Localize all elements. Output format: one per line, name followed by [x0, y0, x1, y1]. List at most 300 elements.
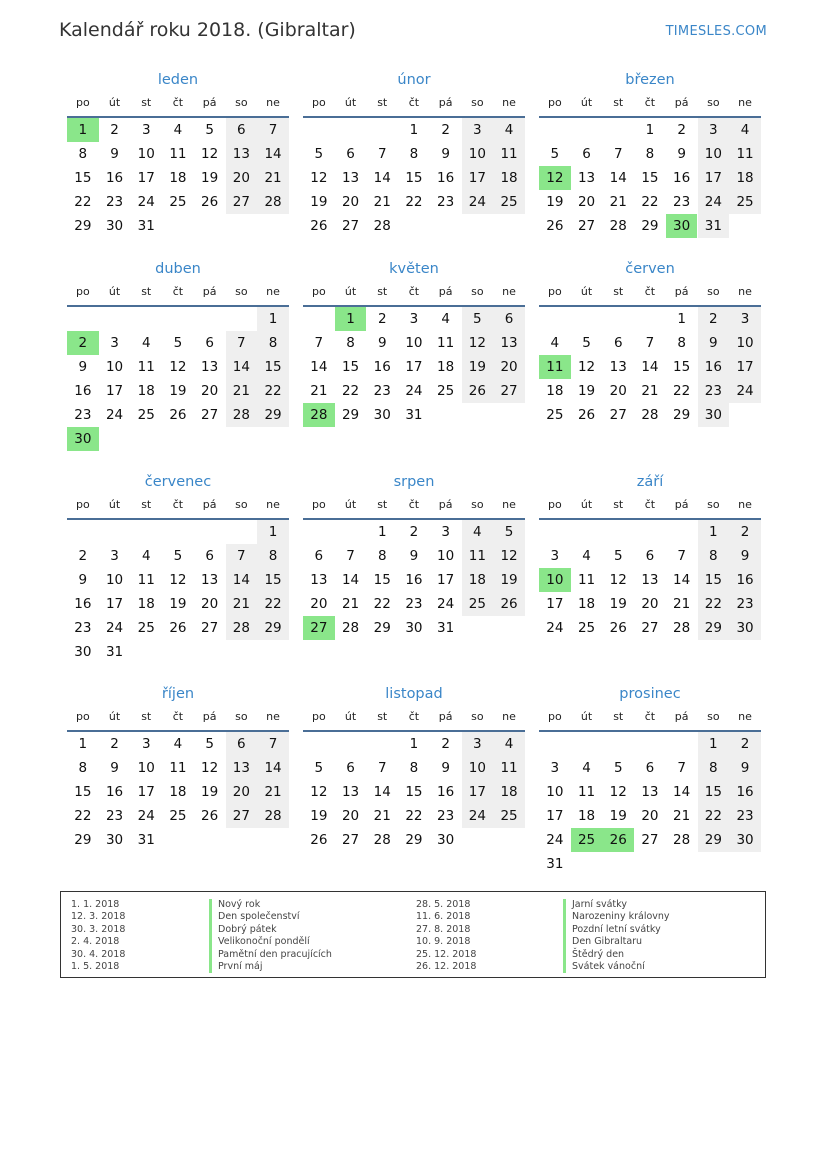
day-cell: 21 [341, 596, 360, 612]
day-cell: 10 [105, 359, 124, 375]
day-cell: 10 [137, 760, 155, 776]
day-cell: 6 [205, 335, 214, 351]
day-cell: 14 [373, 784, 391, 800]
day-cell: 18 [462, 568, 494, 592]
day-cell: 27 [201, 407, 219, 423]
day-cell: 28 [609, 218, 627, 234]
day-cell: 19 [546, 194, 564, 210]
day-cell: 31 [105, 644, 124, 660]
day-cell: 30 [405, 620, 423, 636]
day-cell: 29 [74, 218, 92, 234]
month-červenec [67, 474, 289, 664]
day-cell: 6 [613, 335, 623, 351]
weekday-label: po [311, 498, 326, 511]
weekday-label: út [344, 498, 357, 511]
day-cell: 27 [226, 190, 258, 214]
day-cell: 6 [582, 146, 591, 162]
weekday-label: st [141, 96, 152, 109]
day-cell: 28 [257, 190, 289, 214]
weekday-label: út [344, 285, 357, 298]
legend-date: 1. 5. 2018 [71, 960, 120, 972]
month-name: listopad [385, 686, 443, 702]
day-cell: 23 [437, 194, 455, 210]
weekday-label: út [580, 96, 593, 109]
day-cell: 16 [74, 596, 92, 612]
weekday-label: po [547, 96, 562, 109]
weekday-label: so [471, 710, 484, 723]
day-cell: 17 [729, 355, 761, 379]
legend-holiday-name: Den společenství [209, 911, 332, 923]
day-cell: 15 [74, 170, 92, 186]
day-cell: 16 [729, 568, 761, 592]
day-cell: 5 [205, 736, 214, 752]
day-cell: 26 [462, 379, 494, 403]
day-cell: 11 [493, 756, 525, 780]
day-cell: 25 [137, 407, 155, 423]
day-cell: 15 [698, 568, 730, 592]
weekday-label: so [707, 285, 720, 298]
day-cell: 13 [493, 331, 525, 355]
day-cell: 1 [698, 732, 730, 756]
day-cell: 9 [441, 760, 450, 776]
weekday-label: čt [408, 285, 420, 298]
weekday-label: ne [738, 710, 752, 723]
day-cell: 30 [729, 616, 761, 640]
weekday-label: ne [502, 96, 516, 109]
weekday-header [303, 710, 525, 726]
day-cell: 21 [226, 379, 258, 403]
holiday-day-cell: 2 [67, 331, 99, 355]
day-cell: 20 [341, 808, 360, 824]
day-cell: 2 [441, 736, 450, 752]
day-cell: 26 [169, 407, 187, 423]
day-cell: 3 [141, 122, 151, 138]
day-cell: 22 [405, 194, 423, 210]
day-cell: 31 [437, 620, 455, 636]
day-cell: 1 [698, 520, 730, 544]
day-cell: 30 [373, 407, 391, 423]
weekday-label: út [344, 96, 357, 109]
day-cell: 12 [169, 359, 187, 375]
weekday-label: st [377, 498, 388, 511]
weekday-label: so [707, 96, 720, 109]
weekday-label: ne [266, 710, 280, 723]
month-srpen [303, 474, 525, 664]
day-cell: 14 [257, 142, 289, 166]
day-cell: 16 [105, 784, 124, 800]
day-cell: 24 [137, 808, 155, 824]
day-cell: 10 [405, 335, 423, 351]
day-cell: 9 [377, 335, 387, 351]
month-name: září [636, 474, 664, 490]
day-cell: 30 [698, 403, 730, 427]
weekday-label: pá [202, 710, 217, 723]
day-cell: 4 [582, 760, 591, 776]
day-cell: 1 [257, 307, 289, 331]
day-cell: 15 [698, 780, 730, 804]
day-cell: 17 [105, 596, 124, 612]
weekday-label: út [344, 710, 357, 723]
month-prosinec [539, 686, 761, 876]
weekday-label: st [141, 710, 152, 723]
weekday-label: so [471, 498, 484, 511]
day-cell: 24 [105, 620, 124, 636]
day-cell: 11 [729, 142, 761, 166]
weekday-label: út [108, 498, 121, 511]
day-cell: 1 [409, 736, 419, 752]
day-cell: 10 [462, 756, 494, 780]
day-cell: 19 [201, 170, 219, 186]
day-cell: 17 [105, 383, 124, 399]
weekday-label: čt [408, 96, 420, 109]
day-cell: 3 [550, 760, 560, 776]
day-cell: 1 [409, 122, 419, 138]
holiday-day-cell: 28 [303, 403, 335, 427]
day-cell: 12 [201, 146, 219, 162]
day-cell: 18 [493, 780, 525, 804]
weekday-label: ne [502, 710, 516, 723]
day-cell: 18 [493, 166, 525, 190]
day-cell: 11 [437, 335, 455, 351]
legend-date: 27. 8. 2018 [416, 923, 471, 935]
day-cell: 5 [613, 760, 623, 776]
month-name: říjen [161, 686, 195, 702]
day-cell: 26 [201, 194, 219, 210]
day-cell: 24 [729, 379, 761, 403]
day-cell: 24 [105, 407, 124, 423]
day-cell: 19 [493, 568, 525, 592]
day-cell: 18 [546, 383, 564, 399]
day-cell: 12 [493, 544, 525, 568]
day-cell: 27 [609, 407, 627, 423]
day-cell: 15 [373, 572, 391, 588]
day-cell: 17 [462, 166, 494, 190]
legend-holiday-name: Štědrý den [563, 949, 670, 961]
day-cell: 18 [169, 784, 187, 800]
day-cell: 21 [226, 592, 258, 616]
day-cell: 21 [310, 383, 328, 399]
day-cell: 1 [257, 520, 289, 544]
day-cell: 29 [257, 616, 289, 640]
day-cell: 11 [577, 784, 596, 800]
weekday-label: út [580, 285, 593, 298]
day-cell: 22 [698, 592, 730, 616]
day-cell: 21 [641, 383, 659, 399]
day-cell: 27 [641, 832, 659, 848]
day-cell: 21 [257, 780, 289, 804]
day-cell: 18 [169, 170, 187, 186]
day-cell: 20 [641, 596, 659, 612]
day-cell: 21 [673, 596, 691, 612]
legend-holiday-name: Den Gibraltaru [563, 936, 670, 948]
month-březen [539, 72, 761, 262]
day-cell: 7 [377, 760, 387, 776]
day-cell: 23 [673, 194, 691, 210]
day-cell: 4 [462, 520, 494, 544]
weekday-label: ne [502, 498, 516, 511]
legend-holiday-name: Nový rok [209, 899, 332, 911]
day-cell: 1 [78, 736, 88, 752]
day-cell: 22 [641, 194, 659, 210]
day-cell: 13 [641, 572, 659, 588]
day-cell: 29 [405, 832, 423, 848]
holiday-day-cell: 26 [602, 828, 634, 852]
day-cell: 12 [577, 359, 596, 375]
day-cell: 7 [314, 335, 324, 351]
day-cell: 24 [546, 620, 564, 636]
holiday-legend [60, 891, 766, 978]
day-cell: 14 [226, 355, 258, 379]
day-cell: 27 [341, 218, 360, 234]
day-cell: 22 [257, 379, 289, 403]
weekday-header [303, 285, 525, 301]
day-cell: 14 [641, 359, 659, 375]
day-cell: 2 [110, 122, 119, 138]
day-cell: 31 [698, 214, 730, 238]
day-cell: 16 [74, 383, 92, 399]
day-cell: 6 [493, 307, 525, 331]
day-cell: 7 [677, 548, 686, 564]
holiday-day-cell: 30 [666, 214, 698, 238]
day-cell: 19 [609, 808, 627, 824]
day-cell: 17 [546, 596, 564, 612]
day-cell: 17 [405, 359, 423, 375]
day-cell: 15 [405, 784, 423, 800]
day-cell: 18 [577, 596, 596, 612]
day-cell: 8 [409, 146, 419, 162]
weekday-label: st [613, 96, 624, 109]
weekday-label: út [108, 285, 121, 298]
legend-date: 28. 5. 2018 [416, 899, 471, 910]
day-cell: 9 [441, 146, 450, 162]
day-cell: 13 [226, 142, 258, 166]
day-cell: 29 [341, 407, 360, 423]
day-cell: 18 [729, 166, 761, 190]
day-cell: 11 [169, 760, 187, 776]
weekday-label: čt [172, 96, 184, 109]
day-cell: 11 [137, 572, 155, 588]
day-cell: 6 [205, 548, 214, 564]
weekday-label: po [547, 710, 562, 723]
weekday-label: so [707, 498, 720, 511]
day-cell: 26 [201, 808, 219, 824]
day-cell: 6 [645, 760, 655, 776]
day-cell: 7 [377, 146, 387, 162]
day-cell: 13 [577, 170, 596, 186]
day-cell: 25 [493, 804, 525, 828]
day-cell: 7 [346, 548, 355, 564]
day-cell: 28 [373, 832, 391, 848]
day-cell: 14 [341, 572, 360, 588]
day-cell: 17 [462, 780, 494, 804]
day-cell: 22 [373, 596, 391, 612]
day-cell: 28 [257, 804, 289, 828]
day-cell: 21 [609, 194, 627, 210]
day-cell: 29 [257, 403, 289, 427]
weekday-label: čt [644, 498, 656, 511]
legend-dates-right [416, 899, 476, 973]
weekday-label: čt [408, 498, 420, 511]
day-cell: 19 [462, 355, 494, 379]
day-cell: 26 [577, 407, 596, 423]
day-cell: 22 [74, 808, 92, 824]
day-cell: 2 [441, 122, 450, 138]
weekday-label: út [108, 710, 121, 723]
site-link[interactable]: TIMESLES.COM [665, 24, 767, 39]
month-header-rule [67, 305, 289, 307]
day-cell: 10 [729, 331, 761, 355]
day-cell: 28 [373, 218, 391, 234]
day-cell: 29 [641, 218, 659, 234]
holiday-day-cell: 27 [303, 616, 335, 640]
weekday-label: po [311, 710, 326, 723]
day-cell: 5 [314, 760, 324, 776]
legend-holiday-name: Pozdní letní svátky [563, 924, 670, 936]
day-cell: 14 [373, 170, 391, 186]
day-cell: 3 [729, 307, 761, 331]
day-cell: 9 [78, 572, 88, 588]
day-cell: 3 [462, 118, 494, 142]
holiday-day-cell: 25 [571, 828, 603, 852]
weekday-label: čt [644, 710, 656, 723]
weekday-label: so [471, 285, 484, 298]
day-cell: 14 [226, 568, 258, 592]
day-cell: 19 [310, 808, 328, 824]
weekday-label: st [377, 710, 388, 723]
day-cell: 25 [437, 383, 455, 399]
day-cell: 2 [677, 122, 686, 138]
day-cell: 20 [201, 383, 219, 399]
legend-names-right [563, 899, 670, 973]
day-cell: 16 [729, 780, 761, 804]
month-header-rule [67, 518, 289, 520]
holiday-day-cell: 12 [539, 166, 571, 190]
day-cell: 4 [582, 548, 591, 564]
weekday-label: pá [438, 285, 453, 298]
day-cell: 4 [173, 122, 183, 138]
day-cell: 19 [169, 596, 187, 612]
weekday-label: út [108, 96, 121, 109]
day-cell: 10 [137, 146, 155, 162]
day-cell: 8 [645, 146, 655, 162]
weekday-header [539, 498, 761, 514]
day-cell: 24 [405, 383, 423, 399]
weekday-label: ne [738, 96, 752, 109]
day-cell: 16 [698, 355, 730, 379]
weekday-label: po [75, 285, 90, 298]
day-cell: 24 [546, 832, 564, 848]
day-cell: 19 [577, 383, 596, 399]
day-cell: 16 [437, 170, 455, 186]
weekday-header [539, 710, 761, 726]
day-cell: 8 [257, 331, 289, 355]
legend-date: 26. 12. 2018 [416, 960, 477, 972]
day-cell: 23 [729, 592, 761, 616]
day-cell: 25 [169, 808, 187, 824]
day-cell: 6 [226, 732, 258, 756]
weekday-label: st [377, 285, 388, 298]
day-cell: 7 [645, 335, 655, 351]
day-cell: 3 [110, 335, 119, 351]
month-září [539, 474, 761, 664]
day-cell: 31 [546, 856, 564, 872]
day-cell: 26 [546, 218, 564, 234]
day-cell: 7 [226, 331, 258, 355]
day-cell: 26 [493, 592, 525, 616]
weekday-header [539, 96, 761, 112]
day-cell: 3 [409, 311, 419, 327]
weekday-label: po [75, 498, 90, 511]
day-cell: 11 [577, 572, 596, 588]
day-cell: 30 [437, 832, 455, 848]
day-cell: 26 [169, 620, 187, 636]
day-cell: 17 [137, 784, 155, 800]
day-cell: 22 [698, 804, 730, 828]
day-cell: 4 [441, 311, 450, 327]
weekday-label: pá [438, 710, 453, 723]
day-cell: 22 [74, 194, 92, 210]
day-cell: 16 [105, 170, 124, 186]
weekday-header [303, 498, 525, 514]
day-cell: 15 [257, 568, 289, 592]
month-name: březen [625, 72, 675, 88]
weekday-label: ne [738, 285, 752, 298]
weekday-header [539, 285, 761, 301]
day-cell: 13 [609, 359, 627, 375]
day-cell: 13 [201, 359, 219, 375]
day-cell: 9 [110, 760, 119, 776]
day-cell: 25 [729, 190, 761, 214]
day-cell: 7 [257, 732, 289, 756]
day-cell: 4 [173, 736, 183, 752]
weekday-label: pá [674, 710, 689, 723]
day-cell: 23 [105, 808, 124, 824]
day-cell: 1 [377, 524, 387, 540]
day-cell: 1 [645, 122, 655, 138]
day-cell: 8 [698, 544, 730, 568]
day-cell: 21 [673, 808, 691, 824]
day-cell: 24 [462, 804, 494, 828]
day-cell: 23 [74, 620, 92, 636]
day-cell: 18 [577, 808, 596, 824]
day-cell: 28 [226, 616, 258, 640]
day-cell: 28 [641, 407, 659, 423]
day-cell: 20 [201, 596, 219, 612]
page-title: Kalendář roku 2018. (Gibraltar) [59, 19, 356, 41]
day-cell: 31 [137, 832, 155, 848]
day-cell: 14 [257, 756, 289, 780]
day-cell: 5 [173, 548, 183, 564]
day-cell: 8 [698, 756, 730, 780]
day-cell: 2 [409, 524, 419, 540]
day-cell: 14 [673, 784, 691, 800]
weekday-label: pá [674, 96, 689, 109]
day-cell: 13 [201, 572, 219, 588]
day-cell: 31 [405, 407, 423, 423]
day-cell: 6 [226, 118, 258, 142]
day-cell: 15 [74, 784, 92, 800]
day-cell: 23 [373, 383, 391, 399]
day-cell: 7 [257, 118, 289, 142]
day-cell: 5 [314, 146, 324, 162]
day-cell: 4 [141, 548, 151, 564]
month-červen [539, 261, 761, 451]
day-cell: 9 [110, 146, 119, 162]
day-cell: 26 [609, 620, 627, 636]
day-cell: 17 [698, 166, 730, 190]
legend-holiday-name: Svátek vánoční [563, 961, 670, 973]
day-cell: 5 [582, 335, 591, 351]
